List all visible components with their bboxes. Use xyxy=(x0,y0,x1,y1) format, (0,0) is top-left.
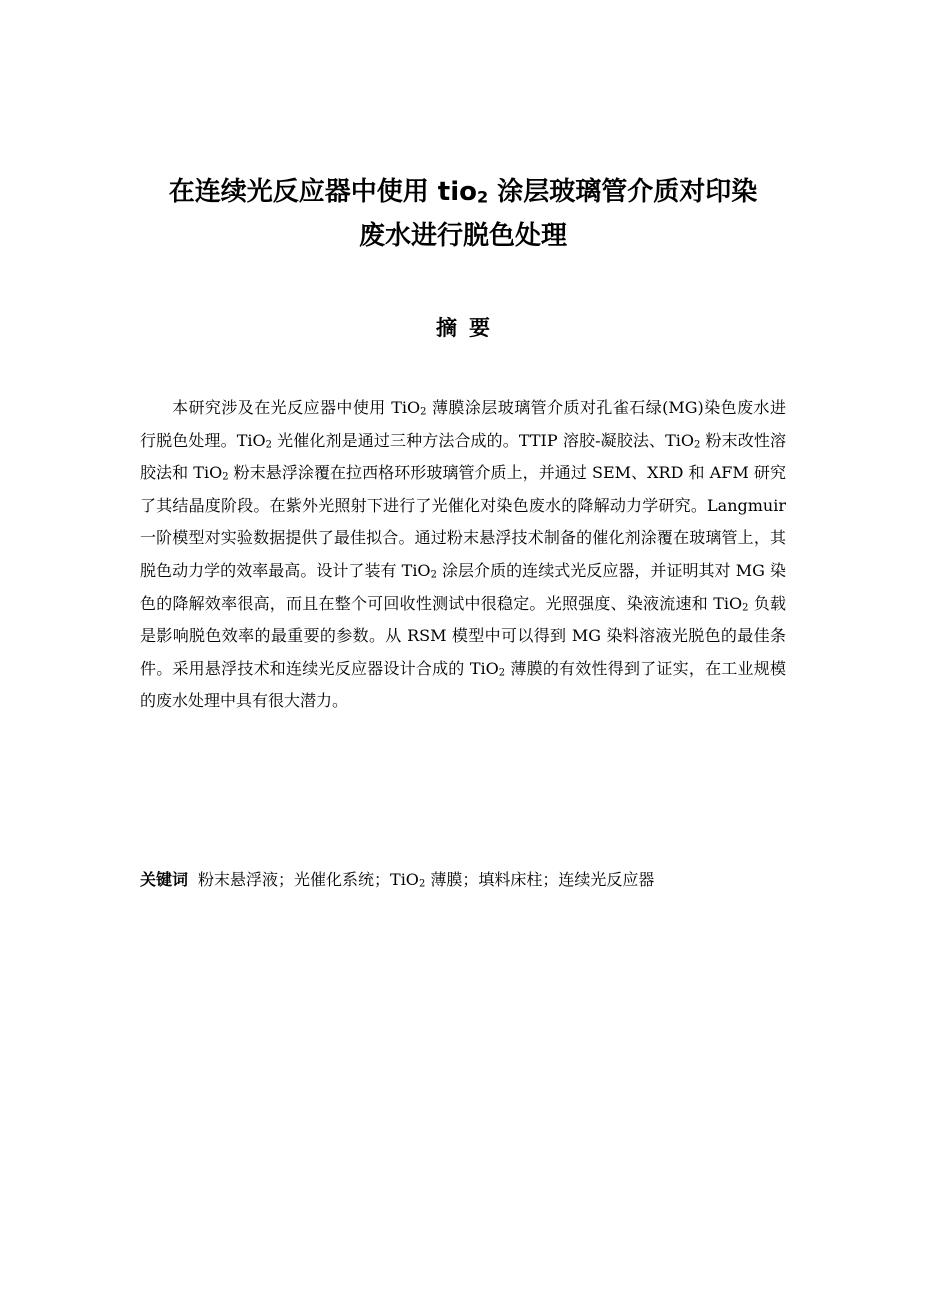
keywords-label: 关键词 xyxy=(140,870,189,889)
paper-title xyxy=(140,170,786,258)
keywords-text: 薄膜；填料床柱；连续光反应器 xyxy=(425,870,655,889)
abstract-text: 粉末改性溶胶法和 TiO xyxy=(140,430,786,483)
subscript: 2 xyxy=(265,439,272,451)
paper-title-line-2: 废水进行脱色处理 xyxy=(358,221,567,251)
title-text-part: 在连续光反应器中使用 tio xyxy=(168,177,477,207)
abstract-text: 负载是影响脱色效率的最重要的参数。从 RSM 模型中可以得到 MG 染料溶液光脱色的最佳条件。采用悬浮技术和连续光反应器设计合成的 TiO xyxy=(140,593,786,678)
abstract-text: 光催化剂是通过三种方法合成的。TTIP 溶胶-凝胶法、TiO xyxy=(271,430,694,450)
abstract-text: 粉末悬浮涂覆在拉西格环形玻璃管介质上，并通过 SEM、XRD 和 AFM 研究了其结晶度阶段。在紫外光照射下进行了光催化对染色废水的降解动力学研究。Langmuir 一阶模型对实验数据提供了最佳拟合。通过粉末悬浮技术制备的催化剂涂覆在玻璃管上，其脱色动力学的效率最高。设计了装有 TiO xyxy=(140,463,786,580)
abstract-text: 薄膜涂层玻璃管介质对孔雀石绿(MG)染色废水进行脱色处理。TiO xyxy=(140,398,786,450)
paper-title-line-1 xyxy=(140,170,786,214)
subscript: 2 xyxy=(420,406,427,418)
subscript: 2 xyxy=(498,667,506,679)
subscript: 2 xyxy=(430,569,437,581)
keywords xyxy=(140,864,786,896)
abstract-text: 本研究涉及在光反应器中使用 TiO xyxy=(172,398,421,417)
abstract-heading: 摘要 xyxy=(436,316,502,340)
title-subscript: 2 xyxy=(476,187,489,207)
subscript: 2 xyxy=(742,602,749,614)
subscript: 2 xyxy=(418,878,426,890)
abstract-text: 涂层介质的连续式光反应器，并证明其对 MG 染色的降解效率很高，而且在整个可回收性测试中很稳定。光照强度、染液流速和 TiO xyxy=(140,560,786,613)
keywords-text: 粉末悬浮液；光催化系统；TiO xyxy=(198,870,419,889)
subscript: 2 xyxy=(694,439,701,451)
abstract-body xyxy=(140,392,786,718)
subscript: 2 xyxy=(222,471,229,483)
title-text-part: 涂层玻璃管介质对印染 xyxy=(488,177,758,207)
abstract-text: 薄膜的有效性得到了证实，在工业规模的废水处理中具有很大潜力。 xyxy=(140,658,786,711)
